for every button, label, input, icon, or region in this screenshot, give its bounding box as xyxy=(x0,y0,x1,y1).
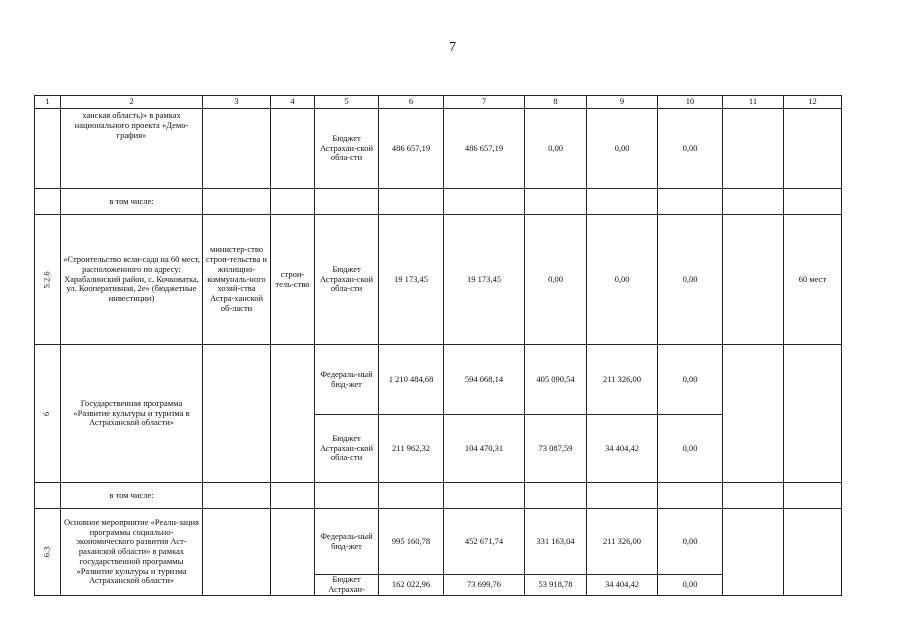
value-cell: 0,00 xyxy=(658,509,723,575)
code-cell xyxy=(35,483,61,509)
empty-cell xyxy=(379,189,444,215)
executor-cell xyxy=(203,345,271,483)
header-cell: 6 xyxy=(379,96,444,109)
value-cell: 0,00 xyxy=(658,345,723,415)
executor-cell: министер-ство строи-тельства и жилищно-коммуналь-ного хозяй-ства Астра-ханской об-ласти xyxy=(203,215,271,345)
value-cell: 452 671,74 xyxy=(444,509,525,575)
empty-cell xyxy=(784,109,842,189)
executor-cell xyxy=(203,109,271,189)
row-code: 6.3 xyxy=(41,546,52,558)
funding-source: Бюджет Астрахан-ской обла-сти xyxy=(315,109,379,189)
value-cell: 594 068,14 xyxy=(444,345,525,415)
result-cell: 60 мест xyxy=(784,215,842,345)
code-cell xyxy=(35,345,61,483)
funding-source: Федераль-ный бюд-жет xyxy=(315,345,379,415)
value-cell: 73 699,76 xyxy=(444,575,525,596)
value-cell: 0,00 xyxy=(525,215,587,345)
header-cell: 2 xyxy=(61,96,203,109)
empty-cell xyxy=(723,109,784,189)
empty-cell xyxy=(525,483,587,509)
value-cell: 0,00 xyxy=(587,215,658,345)
table-row xyxy=(35,189,842,215)
value-cell: 331 163,04 xyxy=(525,509,587,575)
table-row xyxy=(35,215,842,345)
value-cell: 0,00 xyxy=(658,215,723,345)
empty-cell xyxy=(784,483,842,509)
empty-cell xyxy=(379,483,444,509)
value-cell: 405 090,54 xyxy=(525,345,587,415)
value-cell: 19 173,45 xyxy=(379,215,444,345)
header-cell: 3 xyxy=(203,96,271,109)
code-cell xyxy=(35,109,61,189)
header-cell: 11 xyxy=(723,96,784,109)
value-cell: 995 160,78 xyxy=(379,509,444,575)
empty-cell xyxy=(658,189,723,215)
empty-cell xyxy=(658,483,723,509)
empty-cell xyxy=(271,189,315,215)
value-cell: 0,00 xyxy=(658,415,723,483)
code-cell xyxy=(35,509,61,596)
header-cell: 10 xyxy=(658,96,723,109)
empty-cell xyxy=(723,189,784,215)
program-name: Основное мероприятие «Реали-зация программы социально-экономического развития Аст-раханской области» в рамках государственной программы «Развитие культуры и туризма Астраханской области» xyxy=(61,509,203,596)
code-cell xyxy=(35,215,61,345)
empty-cell xyxy=(723,483,784,509)
header-cell: 9 xyxy=(587,96,658,109)
header-cell: 8 xyxy=(525,96,587,109)
header-row xyxy=(35,96,842,109)
row-code: 6 xyxy=(41,411,52,416)
value-cell: 104 470,31 xyxy=(444,415,525,483)
including-label: в том числе: xyxy=(61,483,203,509)
empty-cell xyxy=(203,189,271,215)
table-row xyxy=(35,345,842,415)
empty-cell xyxy=(784,345,842,483)
empty-cell xyxy=(723,509,784,596)
table-row xyxy=(35,509,842,575)
empty-cell xyxy=(587,189,658,215)
empty-cell xyxy=(271,483,315,509)
value-cell: 0,00 xyxy=(587,109,658,189)
type-cell xyxy=(271,109,315,189)
value-cell: 0,00 xyxy=(658,575,723,596)
empty-cell xyxy=(525,189,587,215)
type-cell xyxy=(271,509,315,596)
empty-cell xyxy=(587,483,658,509)
empty-cell xyxy=(723,215,784,345)
empty-cell xyxy=(315,483,379,509)
table-row xyxy=(35,483,842,509)
empty-cell xyxy=(444,483,525,509)
empty-cell xyxy=(784,509,842,596)
type-cell: строи-тель-ство xyxy=(271,215,315,345)
value-cell: 0,00 xyxy=(658,109,723,189)
value-cell: 211 326,00 xyxy=(587,345,658,415)
budget-table xyxy=(34,95,842,596)
empty-cell xyxy=(315,189,379,215)
program-name: Государственная программа «Развитие культуры и туризма в Астраханской области» xyxy=(61,345,203,483)
value-cell: 162 022,96 xyxy=(379,575,444,596)
header-cell: 7 xyxy=(444,96,525,109)
including-label: в том числе: xyxy=(61,189,203,215)
value-cell: 0,00 xyxy=(525,109,587,189)
empty-cell xyxy=(784,189,842,215)
value-cell: 486 657,19 xyxy=(444,109,525,189)
value-cell: 211 326,00 xyxy=(587,509,658,575)
funding-source: Бюджет Астрахан-ской обла-сти xyxy=(315,215,379,345)
empty-cell xyxy=(203,483,271,509)
value-cell: 19 173,45 xyxy=(444,215,525,345)
value-cell: 211 962,32 xyxy=(379,415,444,483)
empty-cell xyxy=(444,189,525,215)
funding-source: Федераль-ный бюд-жет xyxy=(315,509,379,575)
funding-source: Бюджет Астрахан-ской обла-сти xyxy=(315,415,379,483)
value-cell: 1 210 484,68 xyxy=(379,345,444,415)
code-cell xyxy=(35,189,61,215)
funding-source: Бюджет Астрахан- xyxy=(315,575,379,596)
page-number: 7 xyxy=(449,40,456,55)
program-name: «Строительство ясли-сада на 60 мест, расположенного по адресу: Харабалинский район, с. Кочковатка, ул. Кооперативная, 2е» (бюджетные инвестиции) xyxy=(61,215,203,345)
value-cell: 486 657,19 xyxy=(379,109,444,189)
executor-cell xyxy=(203,509,271,596)
type-cell xyxy=(271,345,315,483)
value-cell: 34 404,42 xyxy=(587,415,658,483)
value-cell: 34 404,42 xyxy=(587,575,658,596)
header-cell: 12 xyxy=(784,96,842,109)
header-cell: 1 xyxy=(35,96,61,109)
value-cell: 73 087,59 xyxy=(525,415,587,483)
row-code: 5.2.6 xyxy=(41,270,52,288)
program-name: ханская область)» в рамках национального проекта «Демо-графия» xyxy=(61,109,203,189)
value-cell: 53 918,78 xyxy=(525,575,587,596)
header-cell: 4 xyxy=(271,96,315,109)
header-cell: 5 xyxy=(315,96,379,109)
table-row xyxy=(35,109,842,189)
empty-cell xyxy=(723,345,784,483)
